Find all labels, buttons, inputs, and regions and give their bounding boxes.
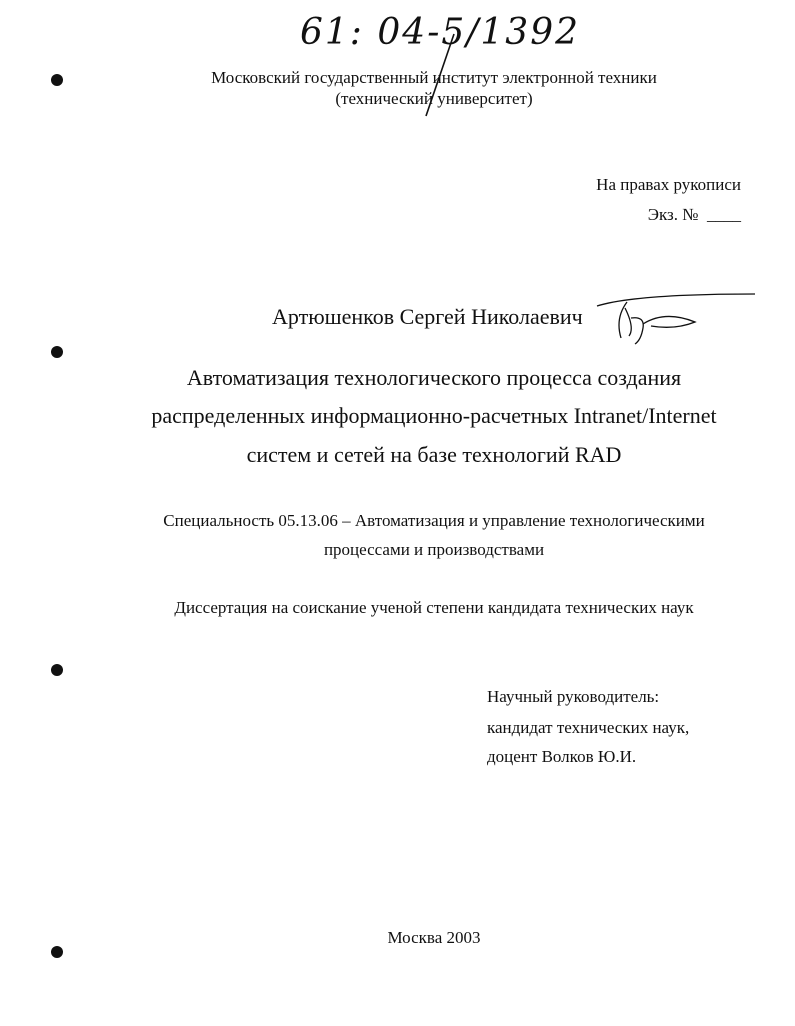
author-name: Артюшенков Сергей Николаевич xyxy=(272,304,583,329)
title-line1: Автоматизация технологического процесса создания xyxy=(186,365,682,390)
advisor-line3: доцент Волков Ю.И. xyxy=(487,747,637,766)
specialty-line2: процессами и производствами xyxy=(323,540,545,559)
copy-label: Экз. № xyxy=(647,205,699,224)
institution-line2: (технический университет) xyxy=(335,89,533,108)
signature xyxy=(595,288,760,348)
advisor-line1: Научный руководитель: xyxy=(487,687,660,706)
punch-hole xyxy=(51,664,63,676)
archive-number: 61: 04-5/1392 xyxy=(300,12,581,53)
title-line3: систем и сетей на базе технологий RAD xyxy=(246,442,622,467)
advisor-line2: кандидат технических наук, xyxy=(487,718,690,737)
title-line2: распределенных информационно-расчетных Intranet/Internet xyxy=(151,403,717,428)
institution-line1: Московский государственный институт электронной техники xyxy=(211,68,657,87)
city-year: Москва 2003 xyxy=(387,928,481,947)
copy-number xyxy=(648,205,741,225)
specialty-line1: Специальность 05.13.06 – Автоматизация и управление технологическими xyxy=(163,511,705,530)
copy-value: ____ xyxy=(707,205,741,224)
rights-label: На правах рукописи xyxy=(596,175,741,194)
degree-statement: Диссертация на соискание ученой степени кандидата технических наук xyxy=(174,598,694,617)
punch-hole xyxy=(51,346,63,358)
